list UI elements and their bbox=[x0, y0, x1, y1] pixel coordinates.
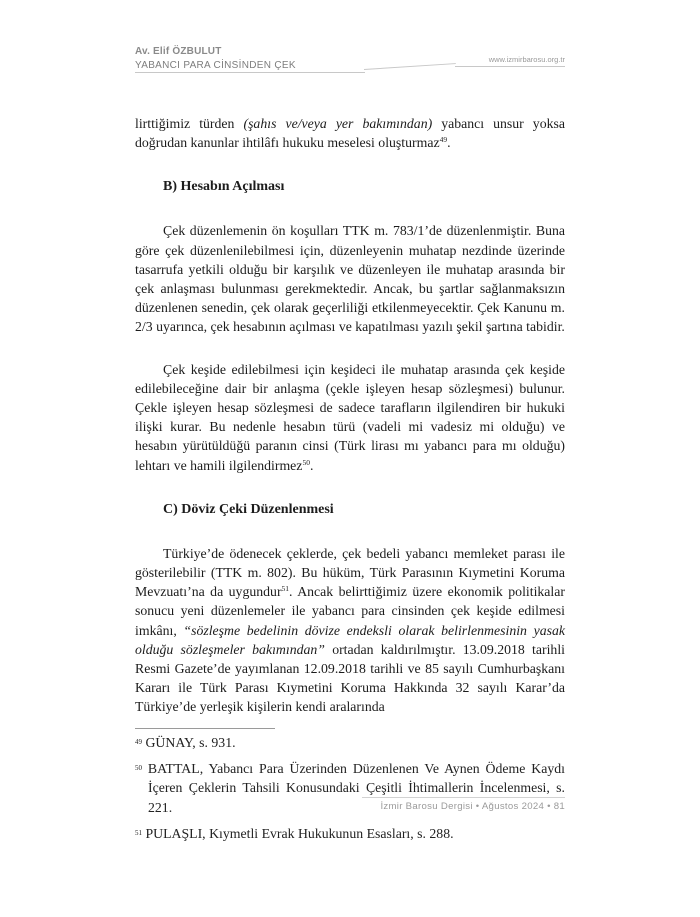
paragraph-text: yabancı unsur yoksa doğrudan kanunlar ihtilâfı hukuku meselesi oluşturmaz bbox=[135, 116, 565, 151]
paragraph-cek-keside: Çek keşide edilebilmesi için keşideci ile muhatap arasında çek keşide edilebileceğine dair bir anlaşma (çekle işleyen hesap sözleşmesi) bulunur. Çekle işleyen hesap sözleşmesi de sadece tarafların ilgilendiren bir hukuki ilişki kurar. Bu nedenle hesabın türü (vadeli mi vadesiz mi olduğu) ve hesabın yürütüldüğü paranın cinsi (Türk lirası mı yabancı para mı olduğu) lehtarı ve hamili ilgilendirmez$^{50}$. bbox=[135, 361, 565, 473]
paragraph-cek-duzenleme: Çek düzenlemenin ön koşulları TTK m. 783/1’de düzenlenmiştir. Buna göre çek düzenlenilebilmesi için, düzenleyenin muhatap nezdinde üzerinde tasarrufa yetkili olduğu bir karşılık ve düzenleyen ile muhatap arasında bir çek anlaşması bulunması gerekmektedir. Ancak, bu şartlar sağlanmaksızın düzenlenen senedin, çek olarak geçerliliği etkilenmeyecektir. Çek Kanunu m. 2/3 uyarınca, çek hesabının açılması ve kapatılması yazılı şekil şartına tabidir. bbox=[135, 223, 565, 335]
footnote-ref-49: 49 bbox=[439, 135, 448, 145]
paragraph-italic: “sözleşme bedelinin dövize endeksli olarak belirlenmesinin yasak olduğu sözleşmeler bakımından” bbox=[135, 622, 565, 657]
paragraph-italic: (şahıs ve/veya yer bakımından) bbox=[243, 116, 433, 131]
paragraph-text: . Ancak belirttiğimiz üzere ekonomik politikalar sonucu yeni düzenlemeler ile yabancı para cinsinden çek keşide edilmesi imkânı, bbox=[135, 584, 565, 638]
paragraph-text: Türkiye’de ödenecek çeklerde, çek bedeli yabancı memleket parası ile gösterilebilir (TTK m. 802). Bu hüküm, Türk Parasının Kıymetini Koruma Mevzuatı’na da uygundur bbox=[135, 545, 565, 600]
running-header bbox=[135, 46, 565, 86]
paragraph-text: ortadan kaldırılmıştır. 13.09.2018 tarihli Resmi Gazete’de yayımlanan 12.09.2018 tarihli ve 85 sayılı Cumhurbaşkanı Kararı ile Türk Parası Kıymetini Koruma Hakkında 32 sayılı Karar’da Türkiye’de yerleşik kişilerin kendi aralarında bbox=[135, 641, 565, 715]
header-section-title: YABANCI PARA CİNSİNDEN ÇEK bbox=[135, 60, 296, 71]
footnote-ref-50: 50 bbox=[302, 457, 310, 467]
header-rule-diagonal bbox=[364, 63, 456, 70]
header-author: Av. Elif ÖZBULUT bbox=[135, 46, 222, 57]
footer-rule bbox=[362, 797, 565, 798]
footnotes bbox=[135, 733, 565, 850]
paragraph-text: lirttiğimiz türden bbox=[135, 116, 244, 131]
paragraph-continuation: lirttiğimiz türden (şahıs ve/veya yer bakımından) yabancı unsur yoksa doğrudan kanunlar ihtilâfı hukuku meselesi oluşturmaz$^{49}$. bbox=[135, 116, 565, 151]
footnote-50: $^{50}$ BATTAL, Yabancı Para Üzerinden Düzenlenen Ve Aynen Ödeme Kaydı İçeren Çeklerin Tahsili Konusundaki Çeşitli İhtimallerin İncelenmesi, s. 221. bbox=[135, 761, 566, 815]
footnote-49: $^{49}$ GÜNAY, s. 931. bbox=[135, 735, 236, 750]
footnote-separator bbox=[135, 728, 275, 729]
footer-journal-page: İzmir Barosu Dergisi • Ağustos 2024 • 81 bbox=[380, 801, 565, 812]
heading-hesabin-acilmasi: B) Hesabın Açılması bbox=[163, 179, 285, 195]
header-rule-right bbox=[455, 66, 565, 67]
paragraph-doviz-ceki bbox=[135, 544, 565, 717]
footnote-51: $^{51}$ PULAŞLI, Kıymetli Evrak Hukukunun Esasları, s. 288. bbox=[135, 825, 454, 841]
body-text bbox=[135, 114, 565, 717]
heading-doviz-ceki: C) Döviz Çeki Düzenlenmesi bbox=[163, 501, 334, 517]
paragraph-text: Çek keşide edilebilmesi için keşideci ile muhatap arasında çek keşide edilebileceğine dair bir anlaşma (çekle işleyen hesap sözleşmesi) bulunur. Çekle işleyen hesap sözleşmesi de sadece tarafların ilgilendiren bir hukuki ilişki kurar. Bu nedenle hesabın türü (vadeli mi vadesiz mi olduğu) ve hesabın yürütüldüğü paranın cinsi (Türk lirası mı yabancı para mı olduğu) lehtarı ve hamili ilgilendirmez bbox=[135, 361, 565, 473]
header-rule-left bbox=[135, 72, 365, 73]
header-website: www.izmirbarosu.org.tr bbox=[488, 55, 565, 64]
footnote-ref-51: 51 bbox=[281, 584, 290, 594]
